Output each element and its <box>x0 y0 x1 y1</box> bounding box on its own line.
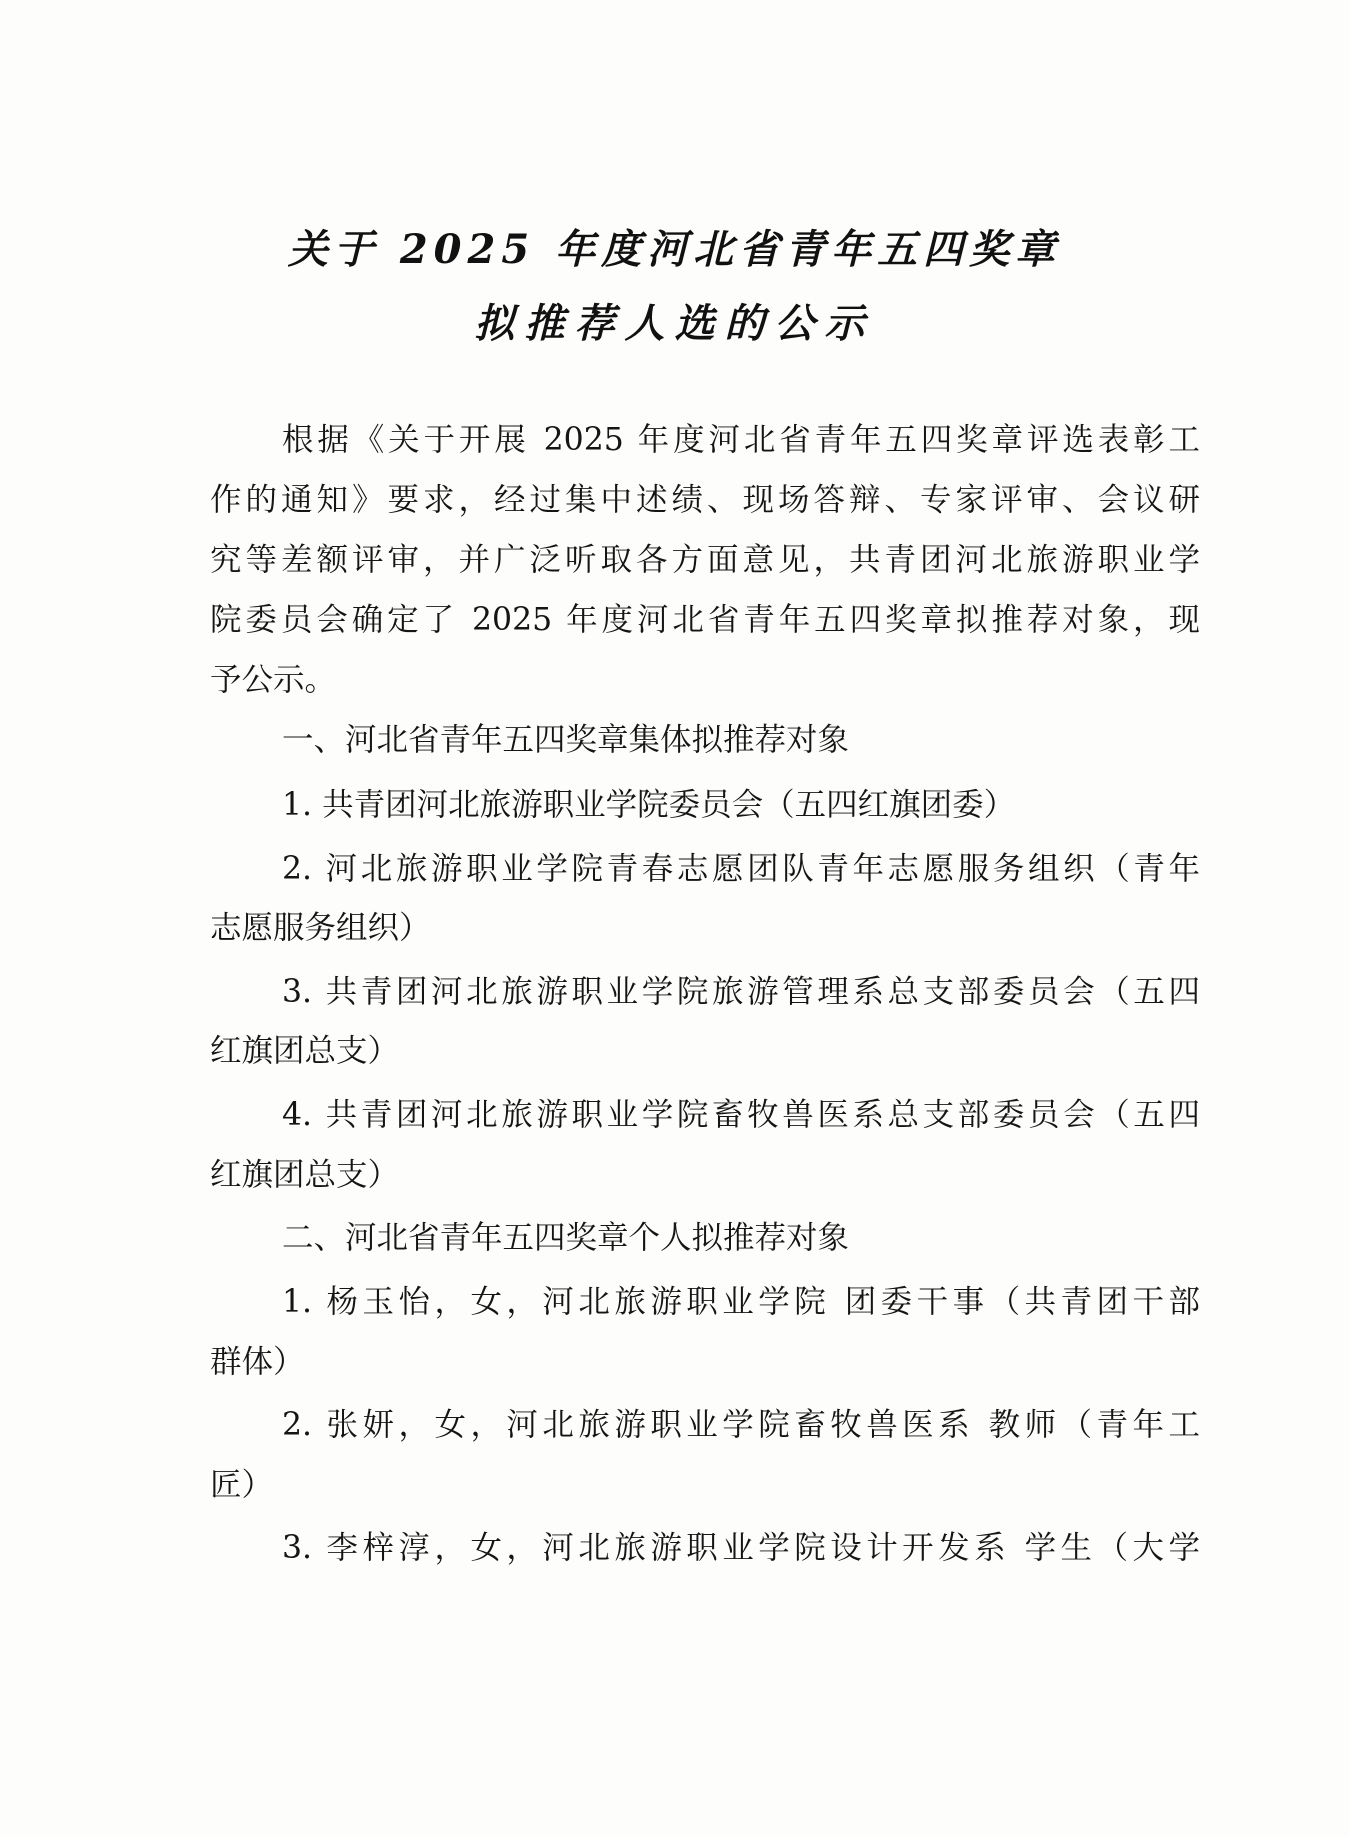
list-item: 4. 共青团河北旅游职业学院畜牧兽医系总支部委员会（五四 <box>282 1097 1200 1133</box>
section-heading: 二、河北省青年五四奖章个人拟推荐对象 <box>282 1220 850 1256</box>
list-item: 1. 杨玉怡，女，河北旅游职业学院 团委干事（共青团干部 <box>282 1284 1200 1320</box>
list-item: 3. 共青团河北旅游职业学院旅游管理系总支部委员会（五四 <box>282 974 1200 1010</box>
intro-line: 究等差额评审，并广泛听取各方面意见，共青团河北旅游职业学 <box>210 542 1200 578</box>
document-title-line-1: 关于 2025 年度河北省青年五四奖章 <box>287 226 1062 273</box>
intro-line: 予公示。 <box>210 662 337 698</box>
list-item-continuation: 志愿服务组织） <box>210 910 431 946</box>
list-item-continuation: 匠） <box>210 1467 274 1503</box>
list-item: 1. 共青团河北旅游职业学院委员会（五四红旗团委） <box>282 787 1016 823</box>
intro-line: 作的通知》要求，经过集中述绩、现场答辩、专家评审、会议研 <box>210 482 1200 518</box>
list-item: 2. 张妍，女，河北旅游职业学院畜牧兽医系 教师（青年工 <box>282 1407 1200 1443</box>
intro-line: 根据《关于开展 2025 年度河北省青年五四奖章评选表彰工 <box>282 422 1200 458</box>
section-heading: 一、河北省青年五四奖章集体拟推荐对象 <box>282 722 850 758</box>
document-title-line-2: 拟推荐人选的公示 <box>474 300 875 347</box>
intro-line: 院委员会确定了 2025 年度河北省青年五四奖章拟推荐对象，现 <box>210 602 1200 638</box>
list-item-continuation: 群体） <box>210 1344 305 1380</box>
list-item-continuation: 红旗团总支） <box>210 1033 400 1069</box>
list-item: 3. 李梓淳，女，河北旅游职业学院设计开发系 学生（大学 <box>282 1530 1200 1566</box>
list-item: 2. 河北旅游职业学院青春志愿团队青年志愿服务组织（青年 <box>282 851 1200 887</box>
list-item-continuation: 红旗团总支） <box>210 1157 400 1193</box>
